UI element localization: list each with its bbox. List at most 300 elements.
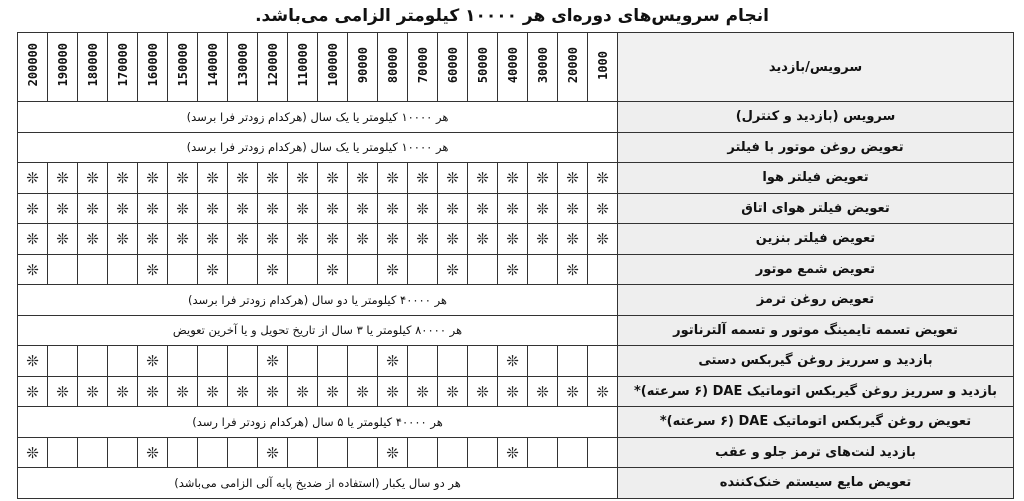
schedule-cell [108, 437, 138, 468]
schedule-cell [168, 376, 198, 407]
schedule-cell [258, 346, 288, 377]
schedule-cell [348, 437, 378, 468]
schedule-cell [378, 254, 408, 285]
schedule-cell [318, 346, 348, 377]
km-header-label: 170000 [115, 43, 130, 87]
schedule-cell [198, 376, 228, 407]
service-mark-icon: ❊ [356, 230, 369, 249]
km-header-label: 120000 [265, 43, 280, 87]
km-header-label: 70000 [415, 46, 430, 84]
schedule-cell [108, 254, 138, 285]
service-mark-icon: ❊ [506, 260, 519, 279]
page-title: انجام سرویس‌های دوره‌ای هر ۱۰۰۰۰ کیلومتر الزامی می‌باشد. [255, 6, 769, 26]
schedule-cell [468, 376, 498, 407]
table-row [18, 102, 1014, 133]
km-header-170000 [108, 33, 138, 102]
service-mark-icon: ❊ [566, 260, 579, 279]
service-mark-icon: ❊ [266, 443, 279, 462]
service-mark-icon: ❊ [26, 382, 39, 401]
km-header-120000 [258, 33, 288, 102]
schedule-cell [408, 376, 438, 407]
km-header-140000 [198, 33, 228, 102]
schedule-cell [198, 224, 228, 255]
schedule-cell [318, 437, 348, 468]
service-mark-icon: ❊ [26, 230, 39, 249]
schedule-cell [198, 163, 228, 194]
service-mark-icon: ❊ [446, 382, 459, 401]
service-mark-icon: ❊ [236, 230, 249, 249]
table-row [18, 285, 1014, 316]
schedule-cell [48, 254, 78, 285]
schedule-cell [348, 193, 378, 224]
schedule-cell [498, 193, 528, 224]
schedule-cell [138, 224, 168, 255]
service-label: تعویض فیلتر هوا [618, 163, 1014, 194]
service-mark-icon: ❊ [266, 260, 279, 279]
service-mark-icon: ❊ [596, 230, 609, 249]
service-mark-icon: ❊ [506, 443, 519, 462]
schedule-cell [528, 346, 558, 377]
service-mark-icon: ❊ [236, 169, 249, 188]
schedule-cell [48, 224, 78, 255]
km-header-label: 1000 [595, 50, 610, 80]
service-mark-icon: ❊ [566, 199, 579, 218]
schedule-cell [408, 254, 438, 285]
table-row [18, 254, 1014, 285]
schedule-cell [288, 376, 318, 407]
service-mark-icon: ❊ [326, 230, 339, 249]
interval-note: هر ۸۰۰۰۰ کیلومتر یا ۳ سال از تاریخ تحویل و یا آخرین تعویض [18, 315, 618, 346]
header-row [18, 33, 1014, 102]
service-mark-icon: ❊ [296, 382, 309, 401]
service-label: تعویض روغن گیربکس اتوماتیک DAE (۶ سرعته)* [618, 407, 1014, 438]
schedule-cell [48, 346, 78, 377]
schedule-cell [258, 376, 288, 407]
schedule-cell [78, 437, 108, 468]
schedule-cell [48, 163, 78, 194]
interval-note: هر ۱۰۰۰۰ کیلومتر یا یک سال (هرکدام زودتر فرا برسد) [18, 132, 618, 163]
table-row [18, 437, 1014, 468]
schedule-cell [168, 224, 198, 255]
service-mark-icon: ❊ [596, 382, 609, 401]
service-mark-icon: ❊ [596, 199, 609, 218]
service-mark-icon: ❊ [386, 352, 399, 371]
schedule-cell [258, 163, 288, 194]
service-mark-icon: ❊ [446, 230, 459, 249]
schedule-cell [588, 437, 618, 468]
km-header-label: 190000 [55, 43, 70, 87]
km-header-label: 60000 [445, 46, 460, 84]
schedule-cell [438, 437, 468, 468]
service-mark-icon: ❊ [326, 260, 339, 279]
schedule-cell [78, 163, 108, 194]
service-mark-icon: ❊ [116, 199, 129, 218]
service-mark-icon: ❊ [206, 230, 219, 249]
km-header-label: 30000 [535, 46, 550, 84]
schedule-cell [378, 224, 408, 255]
schedule-cell [228, 254, 258, 285]
interval-note: هر دو سال یکبار (استفاده از ضدیخ پایه آلی الزامی می‌باشد) [18, 468, 618, 499]
schedule-cell [408, 224, 438, 255]
schedule-cell [18, 163, 48, 194]
schedule-cell [138, 376, 168, 407]
schedule-cell [138, 163, 168, 194]
schedule-cell [558, 254, 588, 285]
schedule-cell [168, 163, 198, 194]
km-header-label: 90000 [355, 46, 370, 84]
service-label: تعویض مایع سیستم خنک‌کننده [618, 468, 1014, 499]
schedule-cell [348, 346, 378, 377]
service-mark-icon: ❊ [146, 260, 159, 279]
service-mark-icon: ❊ [536, 199, 549, 218]
schedule-cell [228, 376, 258, 407]
km-header-label: 80000 [385, 46, 400, 84]
table-row [18, 468, 1014, 499]
schedule-cell [108, 376, 138, 407]
km-header-50000 [468, 33, 498, 102]
service-mark-icon: ❊ [26, 352, 39, 371]
service-mark-icon: ❊ [176, 199, 189, 218]
schedule-cell [258, 437, 288, 468]
service-mark-icon: ❊ [296, 199, 309, 218]
schedule-cell [558, 193, 588, 224]
service-mark-icon: ❊ [506, 382, 519, 401]
schedule-cell [288, 193, 318, 224]
km-header-label: 40000 [505, 46, 520, 84]
schedule-cell [408, 437, 438, 468]
schedule-cell [318, 163, 348, 194]
service-mark-icon: ❊ [416, 382, 429, 401]
service-mark-icon: ❊ [386, 260, 399, 279]
service-mark-icon: ❊ [566, 382, 579, 401]
service-mark-icon: ❊ [266, 352, 279, 371]
service-mark-icon: ❊ [146, 230, 159, 249]
service-mark-icon: ❊ [386, 382, 399, 401]
service-label: تعویض روغن ترمز [618, 285, 1014, 316]
schedule-cell [18, 254, 48, 285]
schedule-cell [438, 254, 468, 285]
km-header-40000 [498, 33, 528, 102]
service-mark-icon: ❊ [86, 169, 99, 188]
km-header-label: 130000 [235, 43, 250, 87]
schedule-cell [18, 193, 48, 224]
service-mark-icon: ❊ [146, 382, 159, 401]
schedule-cell [468, 346, 498, 377]
service-mark-icon: ❊ [356, 382, 369, 401]
schedule-cell [168, 437, 198, 468]
table-row [18, 224, 1014, 255]
schedule-cell [48, 437, 78, 468]
service-mark-icon: ❊ [356, 169, 369, 188]
schedule-cell [528, 193, 558, 224]
km-header-150000 [168, 33, 198, 102]
service-mark-icon: ❊ [146, 199, 159, 218]
service-mark-icon: ❊ [476, 169, 489, 188]
table-row [18, 315, 1014, 346]
schedule-cell [528, 437, 558, 468]
schedule-cell [228, 224, 258, 255]
service-mark-icon: ❊ [116, 230, 129, 249]
schedule-cell [468, 254, 498, 285]
service-mark-icon: ❊ [416, 230, 429, 249]
service-mark-icon: ❊ [296, 169, 309, 188]
schedule-cell [228, 163, 258, 194]
km-header-200000 [18, 33, 48, 102]
schedule-cell [288, 224, 318, 255]
service-mark-icon: ❊ [506, 230, 519, 249]
km-header-80000 [378, 33, 408, 102]
schedule-cell [498, 376, 528, 407]
service-mark-icon: ❊ [386, 443, 399, 462]
km-header-130000 [228, 33, 258, 102]
km-header-label: 110000 [295, 43, 310, 87]
schedule-cell [468, 437, 498, 468]
schedule-cell [408, 193, 438, 224]
service-mark-icon: ❊ [26, 260, 39, 279]
schedule-cell [78, 346, 108, 377]
schedule-cell [558, 163, 588, 194]
schedule-cell [18, 224, 48, 255]
interval-note: هر ۱۰۰۰۰ کیلومتر یا یک سال (هرکدام زودتر فرا برسد) [18, 102, 618, 133]
service-mark-icon: ❊ [116, 382, 129, 401]
service-label: بازدید لنت‌های ترمز جلو و عقب [618, 437, 1014, 468]
schedule-cell [318, 376, 348, 407]
service-mark-icon: ❊ [446, 199, 459, 218]
schedule-cell [168, 193, 198, 224]
service-mark-icon: ❊ [326, 169, 339, 188]
table-row [18, 132, 1014, 163]
schedule-cell [108, 163, 138, 194]
service-mark-icon: ❊ [176, 230, 189, 249]
service-mark-icon: ❊ [236, 199, 249, 218]
schedule-cell [558, 224, 588, 255]
table-row [18, 163, 1014, 194]
schedule-cell [438, 224, 468, 255]
service-mark-icon: ❊ [206, 382, 219, 401]
service-label: بازدید و سرریز روغن گیربکس اتوماتیک DAE (۶ سرعته)* [618, 376, 1014, 407]
schedule-cell [18, 437, 48, 468]
schedule-cell [78, 193, 108, 224]
service-mark-icon: ❊ [86, 382, 99, 401]
schedule-cell [558, 437, 588, 468]
service-mark-icon: ❊ [176, 382, 189, 401]
service-mark-icon: ❊ [236, 382, 249, 401]
service-label: تعویض روغن موتور با فیلتر [618, 132, 1014, 163]
service-mark-icon: ❊ [506, 169, 519, 188]
service-label: سرویس (بازدید و کنترل) [618, 102, 1014, 133]
service-mark-icon: ❊ [266, 382, 279, 401]
service-mark-icon: ❊ [536, 382, 549, 401]
km-header-label: 200000 [25, 43, 40, 87]
schedule-cell [528, 163, 558, 194]
service-mark-icon: ❊ [446, 260, 459, 279]
table-row [18, 376, 1014, 407]
km-header-label: 150000 [175, 43, 190, 87]
schedule-cell [558, 346, 588, 377]
service-mark-icon: ❊ [56, 199, 69, 218]
schedule-cell [438, 346, 468, 377]
service-mark-icon: ❊ [146, 352, 159, 371]
service-mark-icon: ❊ [506, 352, 519, 371]
schedule-cell [78, 254, 108, 285]
schedule-cell [528, 224, 558, 255]
service-mark-icon: ❊ [56, 169, 69, 188]
km-header-60000 [438, 33, 468, 102]
service-mark-icon: ❊ [416, 199, 429, 218]
schedule-cell [528, 254, 558, 285]
service-mark-icon: ❊ [566, 169, 579, 188]
schedule-cell [18, 346, 48, 377]
schedule-cell [468, 224, 498, 255]
km-header-label: 140000 [205, 43, 220, 87]
service-mark-icon: ❊ [86, 230, 99, 249]
service-schedule-table [17, 32, 1014, 499]
table-row [18, 346, 1014, 377]
schedule-cell [438, 376, 468, 407]
service-mark-icon: ❊ [356, 199, 369, 218]
schedule-cell [438, 193, 468, 224]
service-mark-icon: ❊ [326, 382, 339, 401]
service-mark-icon: ❊ [206, 169, 219, 188]
service-mark-icon: ❊ [416, 169, 429, 188]
schedule-cell [498, 254, 528, 285]
schedule-cell [108, 346, 138, 377]
schedule-cell [558, 376, 588, 407]
service-mark-icon: ❊ [476, 230, 489, 249]
service-mark-icon: ❊ [596, 169, 609, 188]
schedule-cell [108, 193, 138, 224]
schedule-cell [198, 193, 228, 224]
km-header-1000 [588, 33, 618, 102]
schedule-cell [438, 163, 468, 194]
service-mark-icon: ❊ [536, 230, 549, 249]
service-mark-icon: ❊ [326, 199, 339, 218]
schedule-cell [78, 376, 108, 407]
schedule-cell [108, 224, 138, 255]
schedule-cell [588, 254, 618, 285]
service-mark-icon: ❊ [26, 443, 39, 462]
service-mark-icon: ❊ [56, 382, 69, 401]
schedule-cell [378, 376, 408, 407]
schedule-cell [78, 224, 108, 255]
schedule-cell [48, 376, 78, 407]
km-header-110000 [288, 33, 318, 102]
service-mark-icon: ❊ [26, 169, 39, 188]
schedule-cell [288, 437, 318, 468]
service-label: تعویض فیلتر هوای اتاق [618, 193, 1014, 224]
service-mark-icon: ❊ [266, 169, 279, 188]
schedule-cell [588, 193, 618, 224]
service-mark-icon: ❊ [476, 382, 489, 401]
schedule-cell [498, 224, 528, 255]
schedule-cell [228, 437, 258, 468]
service-mark-icon: ❊ [446, 169, 459, 188]
km-header-30000 [528, 33, 558, 102]
schedule-cell [168, 254, 198, 285]
schedule-cell [198, 437, 228, 468]
schedule-cell [528, 376, 558, 407]
service-mark-icon: ❊ [146, 443, 159, 462]
schedule-cell [228, 193, 258, 224]
schedule-cell [258, 254, 288, 285]
schedule-cell [378, 163, 408, 194]
service-mark-icon: ❊ [266, 230, 279, 249]
service-mark-icon: ❊ [176, 169, 189, 188]
service-mark-icon: ❊ [206, 199, 219, 218]
table-row [18, 193, 1014, 224]
schedule-cell [138, 193, 168, 224]
schedule-cell [378, 193, 408, 224]
schedule-cell [588, 376, 618, 407]
interval-note: هر ۴۰۰۰۰ کیلومتر یا دو سال (هرکدام زودتر فرا برسد) [18, 285, 618, 316]
service-mark-icon: ❊ [536, 169, 549, 188]
schedule-cell [288, 254, 318, 285]
service-mark-icon: ❊ [386, 199, 399, 218]
schedule-cell [138, 254, 168, 285]
schedule-cell [588, 224, 618, 255]
schedule-cell [378, 346, 408, 377]
service-header-label: سرویس/بازدید [618, 33, 1014, 102]
schedule-cell [138, 437, 168, 468]
km-header-20000 [558, 33, 588, 102]
service-mark-icon: ❊ [86, 199, 99, 218]
service-mark-icon: ❊ [26, 199, 39, 218]
schedule-cell [228, 346, 258, 377]
schedule-cell [588, 346, 618, 377]
service-mark-icon: ❊ [296, 230, 309, 249]
schedule-cell [198, 346, 228, 377]
km-header-70000 [408, 33, 438, 102]
service-label: بازدید و سرریز روغن گیربکس دستی [618, 346, 1014, 377]
schedule-cell [348, 163, 378, 194]
service-mark-icon: ❊ [116, 169, 129, 188]
service-label: تعویض تسمه تایمینگ موتور و تسمه آلترناتور [618, 315, 1014, 346]
schedule-cell [258, 193, 288, 224]
schedule-cell [408, 163, 438, 194]
schedule-cell [288, 163, 318, 194]
service-mark-icon: ❊ [506, 199, 519, 218]
schedule-cell [258, 224, 288, 255]
service-mark-icon: ❊ [386, 169, 399, 188]
schedule-cell [378, 437, 408, 468]
service-mark-icon: ❊ [56, 230, 69, 249]
service-mark-icon: ❊ [206, 260, 219, 279]
schedule-cell [18, 376, 48, 407]
schedule-cell [348, 254, 378, 285]
schedule-cell [168, 346, 198, 377]
km-header-190000 [48, 33, 78, 102]
km-header-180000 [78, 33, 108, 102]
schedule-cell [498, 346, 528, 377]
schedule-cell [348, 376, 378, 407]
km-header-label: 180000 [85, 43, 100, 87]
schedule-cell [348, 224, 378, 255]
schedule-cell [408, 346, 438, 377]
service-mark-icon: ❊ [146, 169, 159, 188]
schedule-cell [198, 254, 228, 285]
km-header-100000 [318, 33, 348, 102]
km-header-90000 [348, 33, 378, 102]
service-label: تعویض شمع موتور [618, 254, 1014, 285]
schedule-cell [468, 193, 498, 224]
schedule-cell [318, 224, 348, 255]
table-row [18, 407, 1014, 438]
schedule-cell [588, 163, 618, 194]
km-header-label: 50000 [475, 46, 490, 84]
schedule-cell [138, 346, 168, 377]
schedule-cell [318, 193, 348, 224]
km-header-label: 20000 [565, 46, 580, 84]
